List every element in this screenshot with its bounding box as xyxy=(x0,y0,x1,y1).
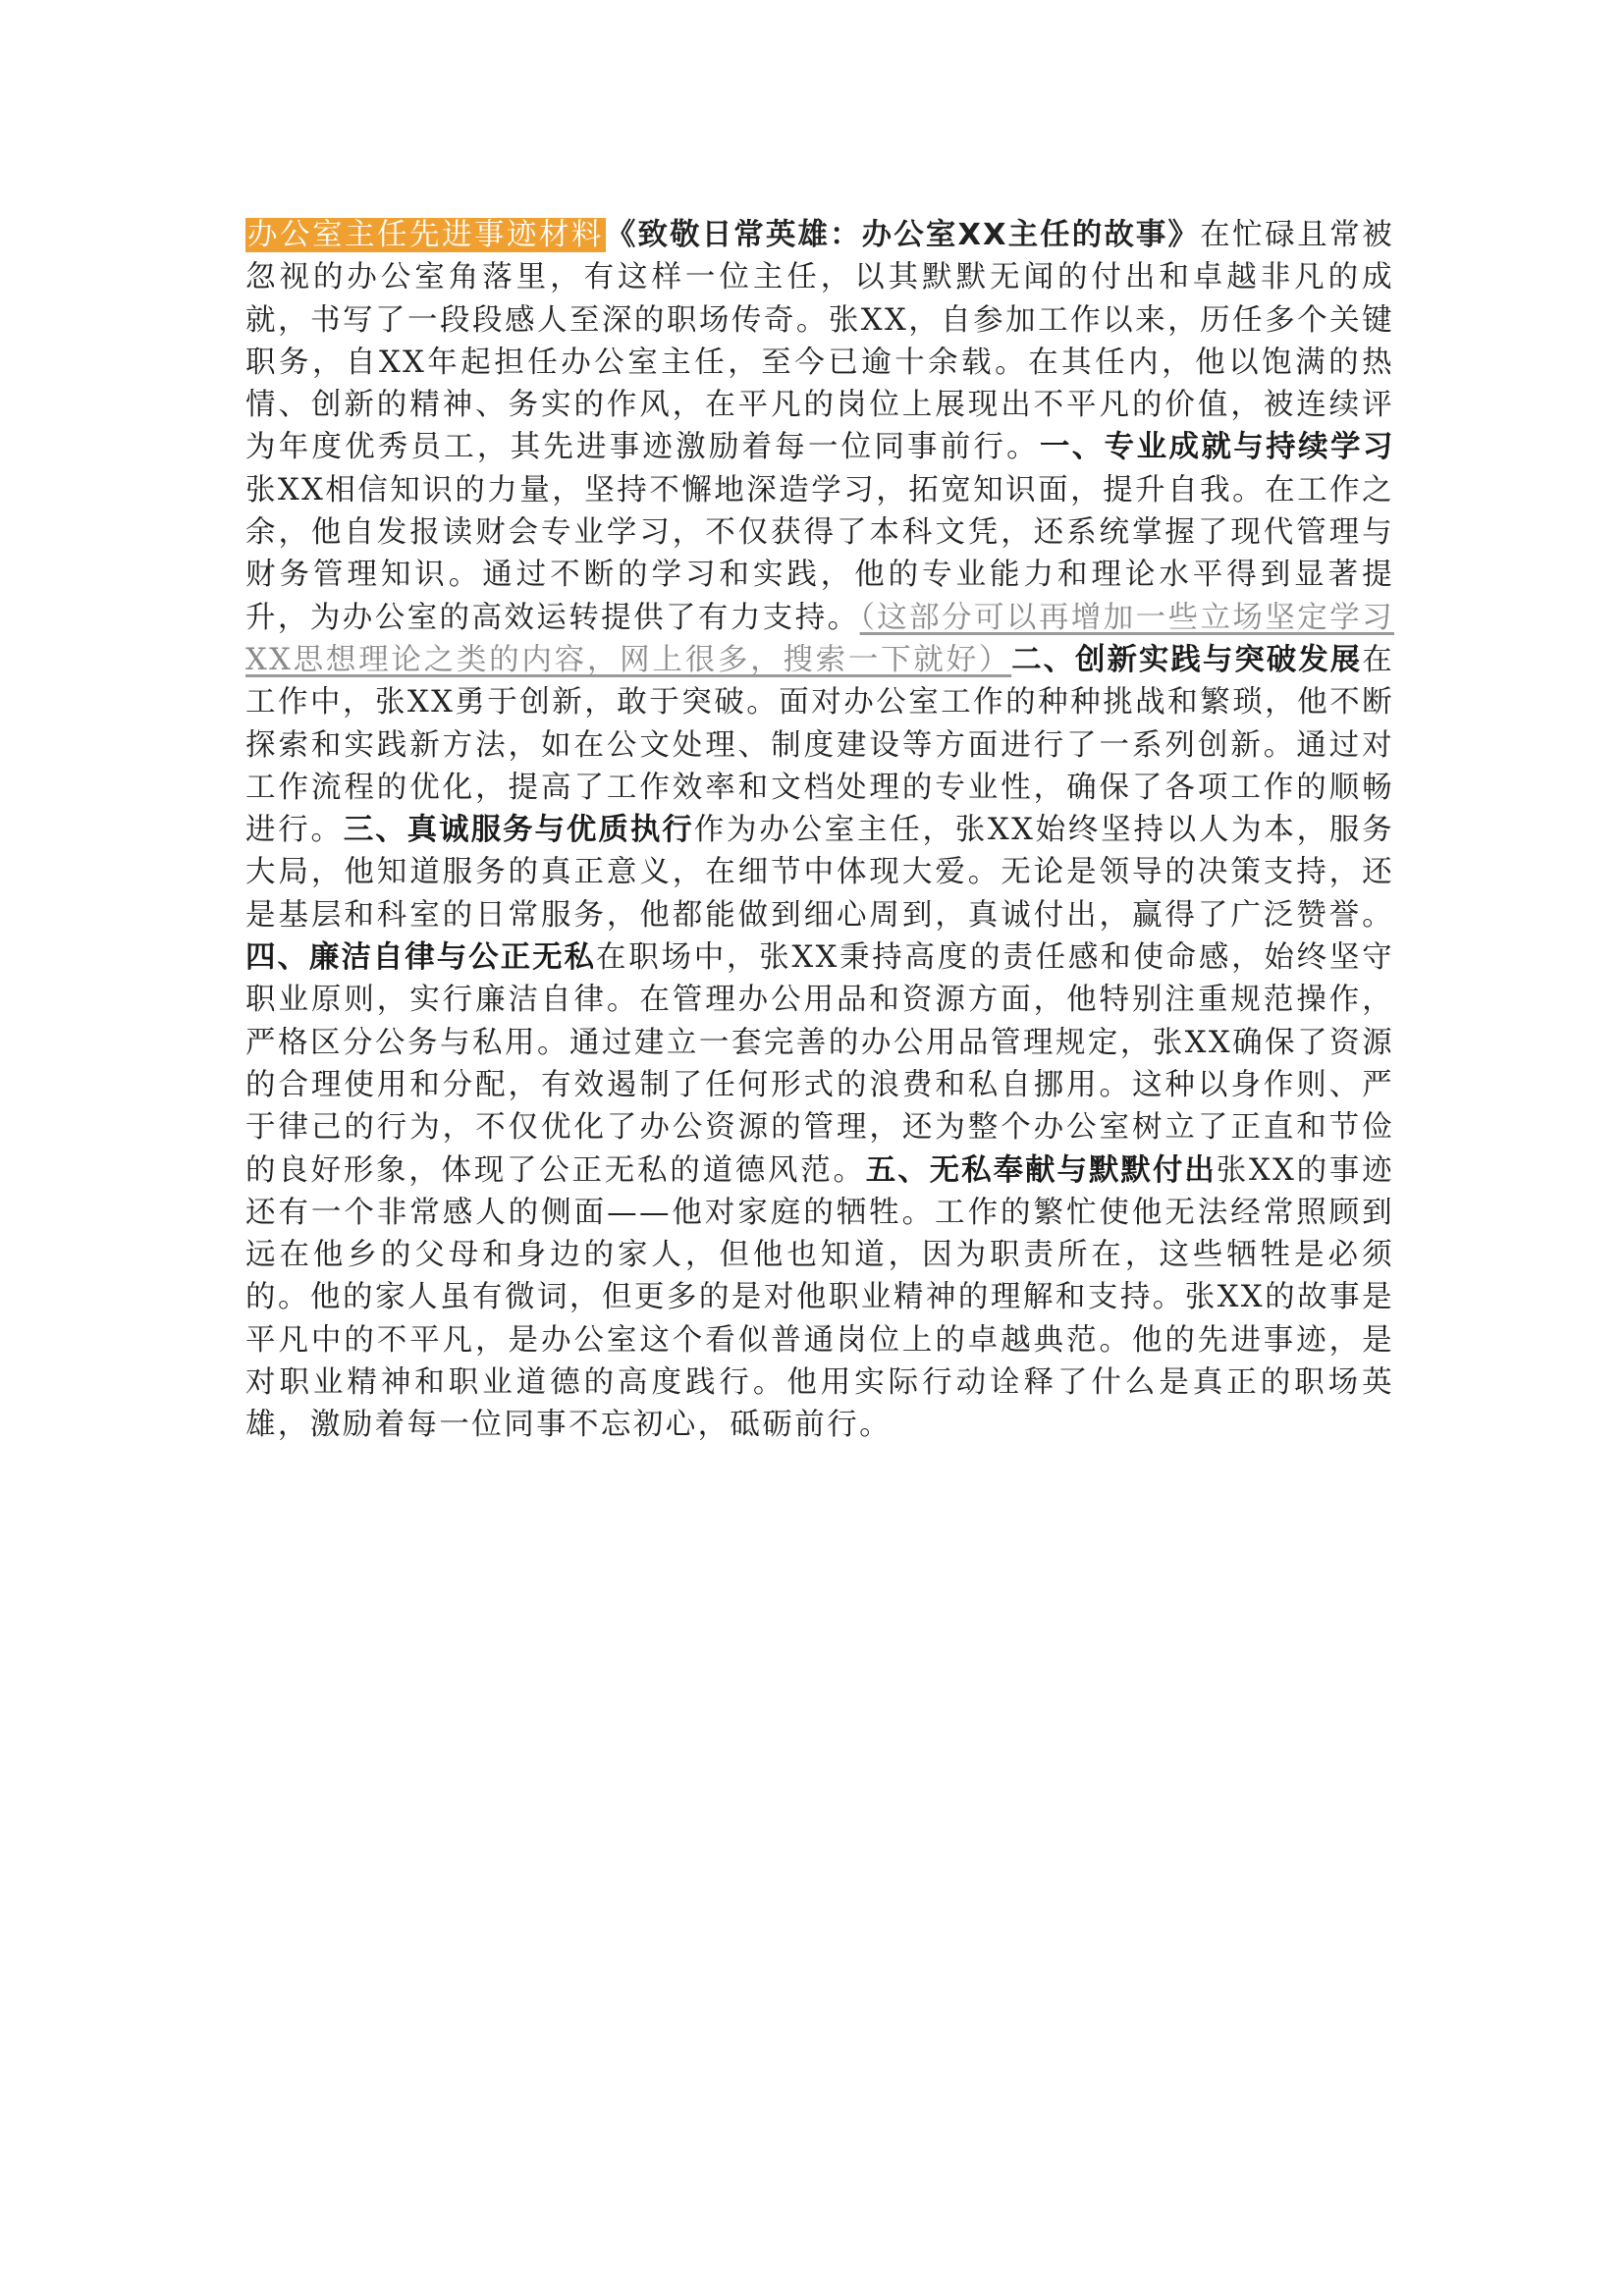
intro-paragraph: 在忙碌且常被忽视的办公室角落里，有这样一位主任，以其默默无闻的付出和卓越非凡的成就，书写了一段段感人至深的职场传奇。张XX，自参加工作以来，历任多个关键职务，自XX年起担任办公室主任，至今已逾十余载。在其任内，他以饱满的热情、创新的精神、务实的作风，在平凡的岗位上展现出不平凡的价值，被连续评为年度优秀员工，其先进事迹激励着每一位同事前行。 xyxy=(245,218,1394,465)
section-2-heading: 二、创新实践与突破发展 xyxy=(1011,642,1363,677)
section-3-body: 作为办公室主任，张XX始终坚持以人为本，服务大局，他知道服务的真正意义，在细节中体现大爱。无论是领导的决策支持，还是基层和科室的日常服务，他都能做到细心周到，真诚付出，赢得了广泛赞誉。 xyxy=(245,813,1394,933)
section-1-heading: 一、专业成就与持续学习 xyxy=(1039,430,1394,465)
section-4-heading: 四、廉洁自律与公正无私 xyxy=(245,940,596,976)
section-2-body: 在工作中，张XX勇于创新，敢于突破。面对办公室工作的种种挑战和繁琐，他不断探索和实践新方法，如在公文处理、制度建设等方面进行了一系列创新。通过对工作流程的优化，提高了工作效率和文档处理的专业性，确保了各项工作的顺畅进行。 xyxy=(245,642,1394,848)
essay-title: 《致敬日常英雄：办公室XX主任的故事》 xyxy=(605,218,1201,252)
section-5-heading: 五、无私奉献与默默付出 xyxy=(865,1152,1217,1188)
document-title-highlight: 办公室主任先进事迹材料 xyxy=(247,218,604,252)
section-1-body: 张XX相信知识的力量，坚持不懈地深造学习，拓宽知识面，提升自我。在工作之余，他自发报读财会专业学习，不仅获得了本科文凭，还系统掌握了现代管理与财务管理知识。通过不断的学习和实践，他的专业能力和理论水平得到显著提升，为办公室的高效运转提供了有力支持。 xyxy=(245,472,1394,635)
document-body xyxy=(245,214,1394,1447)
section-3-heading: 三、真诚服务与优质执行 xyxy=(343,813,694,848)
section-4-body: 在职场中，张XX秉持高度的责任感和使命感，始终坚守职业原则，实行廉洁自律。在管理办公用品和资源方面，他特别注重规范操作，严格区分公务与私用。通过建立一套完善的办公用品管理规定，张XX确保了资源的合理使用和分配，有效遏制了任何形式的浪费和私自挪用。这种以身作则、严于律己的行为，不仅优化了办公资源的管理，还为整个办公室树立了正直和节俭的良好形象，体现了公正无私的道德风范。 xyxy=(245,940,1394,1188)
section-5-body: 张XX的事迹还有一个非常感人的侧面——他对家庭的牺牲。工作的繁忙使他无法经常照顾到远在他乡的父母和身边的家人，但他也知道，因为职责所在，这些牺牲是必须的。他的家人虽有微词，但更多的是对他职业精神的理解和支持。张XX的故事是平凡中的不平凡，是办公室这个看似普通岗位上的卓越典范。他的先进事迹，是对职业精神和职业道德的高度践行。他用实际行动诠释了什么是真正的职场英雄，激励着每一位同事不忘初心，砥砺前行。 xyxy=(245,1152,1394,1443)
editor-note: （这部分可以再增加一些立场坚定学习XX思想理论之类的内容，网上很多，搜索一下就好） xyxy=(245,600,1394,677)
